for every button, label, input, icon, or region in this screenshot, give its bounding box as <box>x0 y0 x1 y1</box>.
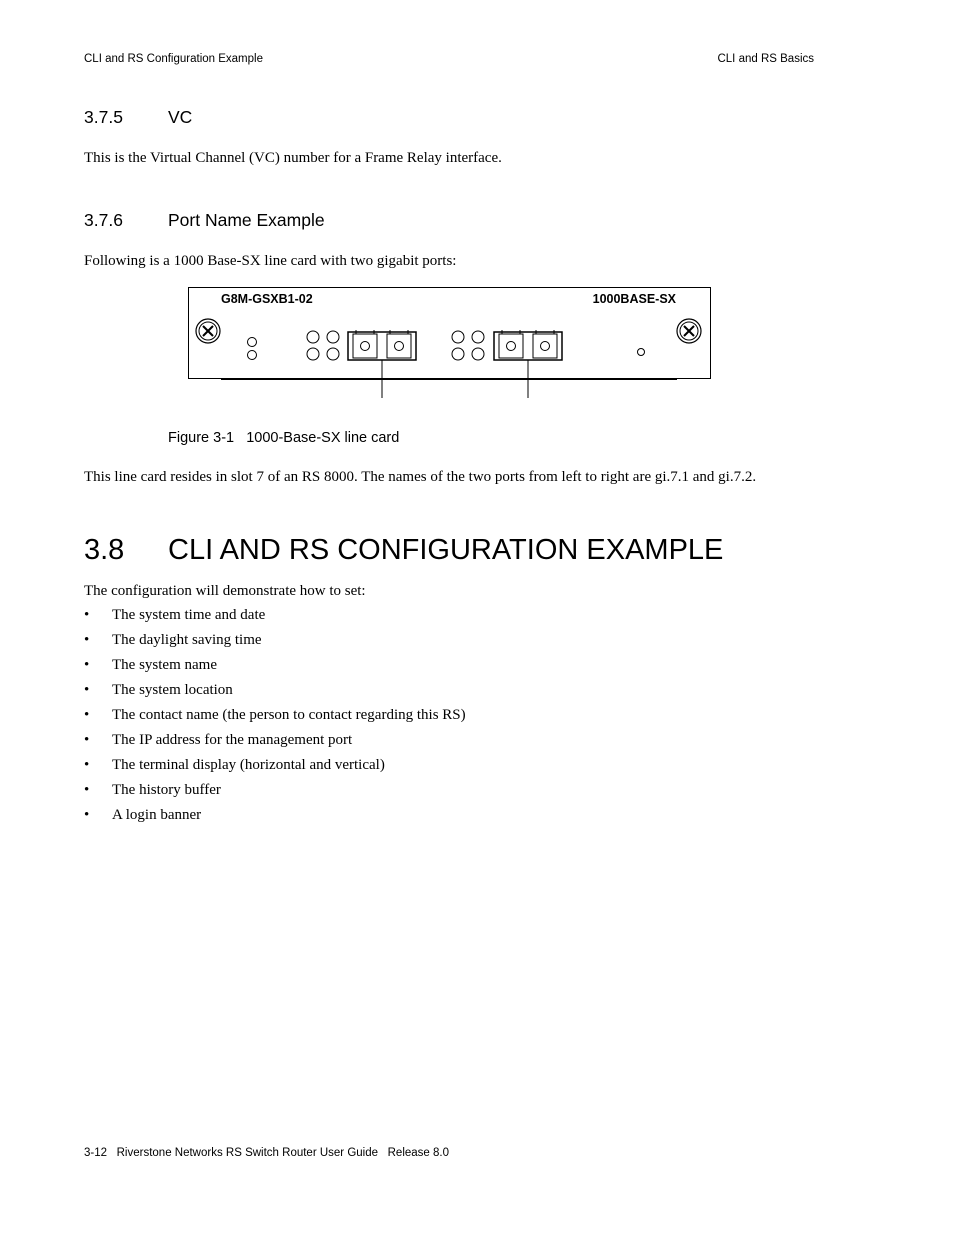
port1-led-icon <box>307 348 319 360</box>
list-item: • A login banner <box>84 804 466 829</box>
port-gi-7-2-connector <box>494 330 562 360</box>
section-number: 3.7.5 <box>84 107 123 127</box>
footer-release: Release 8.0 <box>387 1147 449 1159</box>
section-title: CLI AND RS CONFIGURATION EXAMPLE <box>168 534 724 566</box>
led-icon <box>248 338 257 347</box>
figure-caption-number: Figure 3-1 <box>168 430 235 446</box>
right-screw-icon <box>677 319 701 343</box>
bullet-icon: • <box>84 807 90 823</box>
bullet-icon: • <box>84 632 90 648</box>
section-title: Port Name Example <box>168 210 325 230</box>
port1-led-icon <box>307 331 319 343</box>
bullet-icon: • <box>84 732 90 748</box>
bullet-icon: • <box>84 657 90 673</box>
list-item: • The daylight saving time <box>84 629 466 654</box>
status-led-icon <box>638 349 645 356</box>
section-number: 3.8 <box>84 534 125 566</box>
bullet-icon: • <box>84 682 90 698</box>
list-item: • The history buffer <box>84 779 466 804</box>
figure-caption <box>168 430 399 446</box>
line-card-figure <box>187 286 713 405</box>
footer-title: Riverstone Networks RS Switch Router User Guide <box>116 1147 379 1159</box>
port-gi-7-1-connector <box>348 330 416 360</box>
slot-paragraph: This line card resides in slot 7 of an RS 8000. The names of the two ports from left to right are gi.7.1 and gi.7.2. <box>84 469 757 485</box>
page-footer <box>84 1147 449 1159</box>
led-icon <box>248 351 257 360</box>
left-screw-icon <box>196 319 220 343</box>
list-item: • The terminal display (horizontal and vertical) <box>84 754 466 779</box>
page-number: 3-12 <box>84 1147 108 1159</box>
port2-led-icon <box>472 348 484 360</box>
bullet-icon: • <box>84 782 90 798</box>
list-item: • The contact name (the person to contact regarding this RS) <box>84 704 466 729</box>
section-heading-vc <box>84 107 484 129</box>
figure-caption-text: 1000-Base-SX line card <box>246 430 400 446</box>
port1-led-icon <box>327 331 339 343</box>
port2-led-icon <box>452 348 464 360</box>
bullet-icon: • <box>84 757 90 773</box>
config-intro: The configuration will demonstrate how to set: <box>84 583 366 599</box>
bullet-icon: • <box>84 607 90 623</box>
list-item: • The system time and date <box>84 604 466 629</box>
line-card-diagram <box>187 286 713 400</box>
port-name-paragraph: Following is a 1000 Base-SX line card with two gigabit ports: <box>84 253 457 269</box>
port1-led-icon <box>327 348 339 360</box>
running-header-right: CLI and RS Basics <box>717 53 814 65</box>
port2-led-icon <box>472 331 484 343</box>
list-item: • The system location <box>84 679 466 704</box>
section-heading-port-name <box>84 210 484 232</box>
config-bullet-list <box>84 604 466 829</box>
card-model-label: G8M-GSXB1-02 <box>221 292 313 306</box>
section-number: 3.7.6 <box>84 210 123 230</box>
card-type-label: 1000BASE-SX <box>592 292 676 306</box>
section-title: VC <box>168 107 193 127</box>
section-heading-cli-config <box>84 534 784 570</box>
running-header-left: CLI and RS Configuration Example <box>84 53 263 65</box>
list-item: • The system name <box>84 654 466 679</box>
vc-paragraph: This is the Virtual Channel (VC) number for a Frame Relay interface. <box>84 150 502 166</box>
bullet-icon: • <box>84 707 90 723</box>
port2-led-icon <box>452 331 464 343</box>
list-item: • The IP address for the management port <box>84 729 466 754</box>
